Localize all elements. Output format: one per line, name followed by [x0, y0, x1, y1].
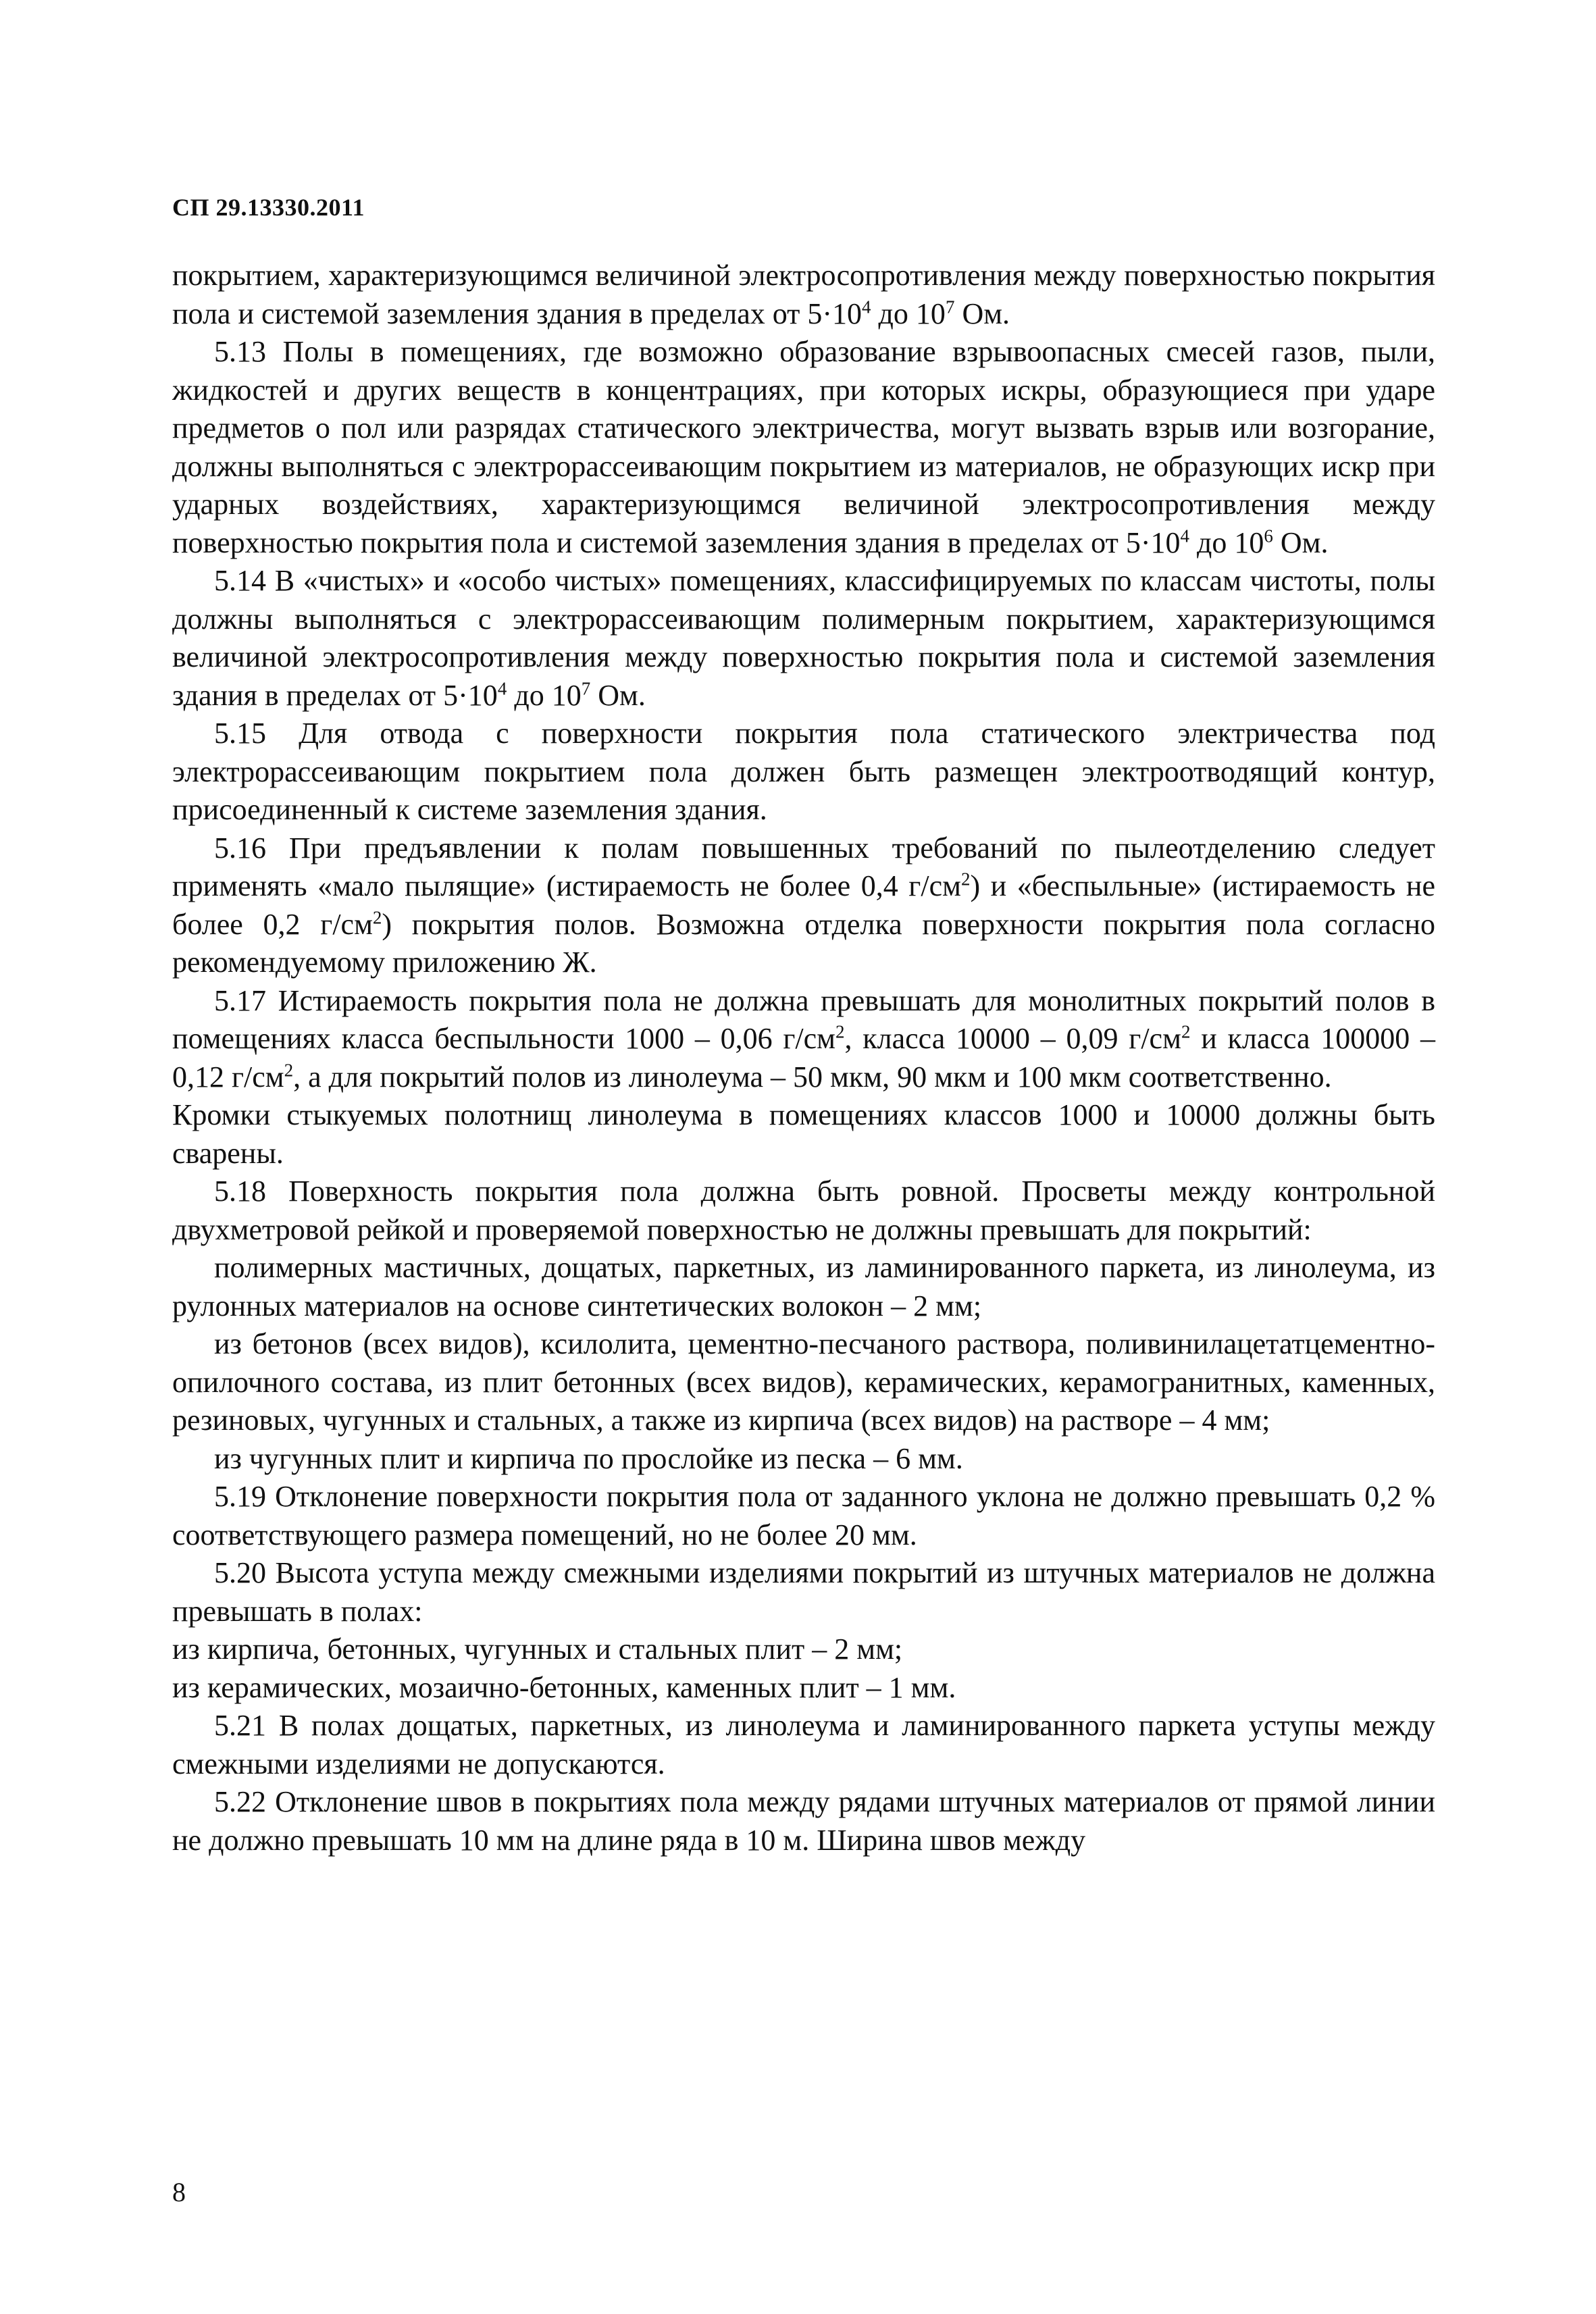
text-run: ) и «беспыльные» (истираемость не более 0,2 г/см	[172, 869, 1435, 941]
text-run: до 10	[871, 297, 946, 330]
text-run: 5.22 Отклонение швов в покрытиях пола между рядами штучных материалов от прямой линии не должно превышать 10 мм на длине ряда в 10 м. Ширина швов между	[172, 1785, 1435, 1857]
exponent: 6	[1264, 525, 1273, 546]
list-item-6mm	[172, 1440, 1435, 1479]
text-run: 5.19 Отклонение поверхности покрытия пола от заданного уклона не должно превышать 0,2 % соответствующего размера помещений, но не более 20 мм.	[172, 1480, 1435, 1551]
paragraph-5-13	[172, 333, 1435, 562]
text-run: из кирпича, бетонных, чугунных и стальных плит – 2 мм;	[172, 1632, 903, 1666]
exponent: 2	[284, 1059, 294, 1080]
exponent: 2	[960, 869, 971, 890]
paragraph-5-22	[172, 1783, 1435, 1859]
text-run: , класса 10000 – 0,09 г/см	[844, 1022, 1181, 1055]
exponent: 4	[497, 677, 507, 698]
list-item-step-2mm	[172, 1630, 1435, 1669]
page-number: 8	[172, 2177, 186, 2207]
exponent: 4	[1180, 525, 1189, 546]
text-run: 5.16 При предъявлении к полам повышенных требований по пылеотделению следует применять «мало пылящие» (истираемость не более 0,4 г/см	[172, 831, 1435, 902]
text-run: , а для покрытий полов из линолеума – 50 мкм, 90 мкм и 100 мкм соответственно.	[293, 1060, 1332, 1094]
exponent: 2	[835, 1021, 845, 1042]
exponent: 2	[1181, 1021, 1191, 1042]
paragraph-5-21	[172, 1707, 1435, 1783]
text-run: из чугунных плит и кирпича по прослойке из песка – 6 мм.	[214, 1441, 963, 1475]
paragraph-linoleum-edges	[172, 1096, 1435, 1173]
text-run: 5.21 В полах дощатых, паркетных, из линолеума и ламинированного паркета уступы между смежными изделиями не допускаются.	[172, 1709, 1435, 1780]
text-run: из бетонов (всех видов), ксилолита, цементно-песчаного раствора, поливинилацетатцементно-опилочного состава, из плит бетонных (всех видов), керамических, керамогранитных, каменных, резиновых, чугунных и стальных, а также из кирпича (всех видов) на растворе – 4 мм;	[172, 1327, 1435, 1437]
text-run: 5.20 Высота уступа между смежными изделиями покрытий из штучных материалов не должна превышать в полах:	[172, 1556, 1435, 1628]
text-run: 5.13 Полы в помещениях, где возможно образование взрывоопасных смесей газов, пыли, жидкостей и других веществ в концентрациях, при которых искры, образующиеся при ударе предметов о пол или разрядах статического электричества, могут вызвать взрыв или возгорание, должны выполняться с электрорассеивающим покрытием из материалов, не образующих искр при ударных воздействиях, характеризующимся величиной электросопротивления между поверхностью покрытия пола и системой заземления здания в пределах от 5·10	[172, 335, 1435, 559]
exponent: 7	[945, 296, 955, 317]
text-run: полимерных мастичных, дощатых, паркетных, из ламинированного паркета, из линолеума, из рулонных материалов на основе синтетических волокон – 2 мм;	[172, 1251, 1435, 1322]
paragraph-5-17	[172, 982, 1435, 1097]
text-run: из керамических, мозаично-бетонных, каменных плит – 1 мм.	[172, 1670, 956, 1704]
text-run: 5.17 Истираемость покрытия пола не должна превышать для монолитных покрытий полов в помещениях класса беспыльности 1000 – 0,06 г/см	[172, 983, 1435, 1055]
text-run: Кромки стыкуемых полотнищ линолеума в помещениях классов 1000 и 10000 должны быть сварены.	[172, 1098, 1435, 1170]
text-run: Ом.	[1272, 525, 1329, 559]
text-run: 5.15 Для отвода с поверхности покрытия пола статического электричества под электрорассеивающим покрытием пола должен быть размещен электроотводящий контур, присоединенный к системе заземления здания.	[172, 717, 1435, 826]
text-run: до 10	[1189, 525, 1264, 559]
list-item-step-1mm	[172, 1669, 1435, 1707]
document-code-header: СП 29.13330.2011	[172, 194, 365, 221]
text-run: 5.14 В «чистых» и «особо чистых» помещениях, классифицируемых по классам чистоты, полы должны выполняться с электрорассеивающим полимерным покрытием, характеризующимся величиной электросопротивления между поверхностью покрытия пола и системой заземления здания в пределах от 5·10	[172, 564, 1435, 712]
paragraph-5-16	[172, 829, 1435, 982]
exponent: 2	[372, 906, 382, 927]
list-item-4mm	[172, 1325, 1435, 1440]
paragraph-5-18	[172, 1173, 1435, 1249]
text-run: и класса 100000 – 0,12 г/см	[172, 1022, 1435, 1094]
paragraph-5-19	[172, 1478, 1435, 1554]
text-run: ) покрытия полов. Возможна отделка поверхности покрытия пола согласно рекомендуемому приложению Ж.	[172, 907, 1435, 979]
text-run: покрытием, характеризующимся величиной электросопротивления между поверхностью покрытия пола и системой заземления здания в пределах от 5·10	[172, 259, 1435, 330]
exponent: 7	[581, 677, 591, 698]
document-body	[172, 257, 1435, 1859]
paragraph-5-15	[172, 715, 1435, 829]
paragraph-continuation	[172, 257, 1435, 333]
text-run: до 10	[507, 678, 582, 712]
text-run: 5.18 Поверхность покрытия пола должна быть ровной. Просветы между контрольной двухметровой рейкой и проверяемой поверхностью не должны превышать для покрытий:	[172, 1175, 1435, 1246]
exponent: 4	[862, 296, 871, 317]
paragraph-5-20	[172, 1554, 1435, 1630]
list-item-2mm	[172, 1249, 1435, 1325]
text-run: Ом.	[590, 678, 646, 712]
text-run: Ом.	[954, 297, 1010, 330]
paragraph-5-14	[172, 562, 1435, 715]
